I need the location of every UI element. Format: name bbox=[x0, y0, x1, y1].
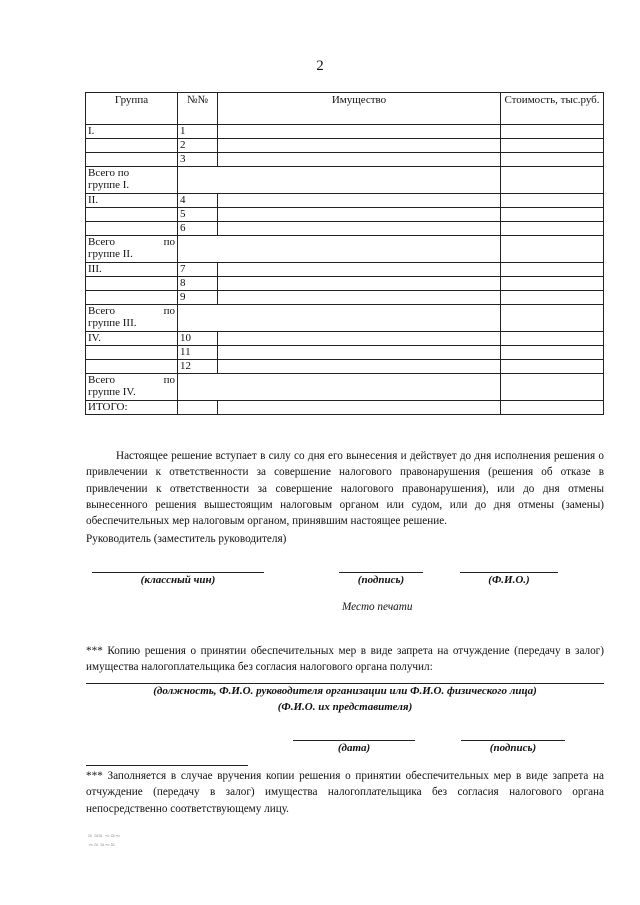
signature-line bbox=[339, 572, 423, 573]
table-row bbox=[86, 153, 604, 167]
group-total-row bbox=[86, 305, 604, 332]
group-total-label: Всего по группе II. bbox=[86, 236, 178, 263]
row-number: 3 bbox=[178, 153, 218, 167]
row-number: 7 bbox=[178, 263, 218, 277]
cost-cell bbox=[501, 125, 604, 139]
group-label: II. bbox=[86, 194, 178, 208]
row-number: 1 bbox=[178, 125, 218, 139]
table-row bbox=[86, 125, 604, 139]
table-row bbox=[86, 291, 604, 305]
group-total-label: Всего по группе IV. bbox=[86, 374, 178, 401]
rank-line bbox=[92, 572, 264, 573]
header-cost: Стоимость, тыс.руб. bbox=[501, 93, 604, 125]
date-line bbox=[293, 740, 415, 741]
row-number: 6 bbox=[178, 222, 218, 236]
row-number: 9 bbox=[178, 291, 218, 305]
stamp-mark: ≈ ≈≈ ∼≈∼ ∼≈ ≈∼≈ bbox=[88, 832, 121, 849]
signature2-caption: (подпись) bbox=[489, 742, 537, 754]
table-row bbox=[86, 346, 604, 360]
group-label: IV. bbox=[86, 332, 178, 346]
header-group: Группа bbox=[86, 93, 178, 125]
header-property: Имущество bbox=[218, 93, 501, 125]
row-number: 8 bbox=[178, 277, 218, 291]
table-row bbox=[86, 277, 604, 291]
row-number: 2 bbox=[178, 139, 218, 153]
row-number: 11 bbox=[178, 346, 218, 360]
signature2-line bbox=[461, 740, 565, 741]
table-row bbox=[86, 194, 604, 208]
table-row bbox=[86, 263, 604, 277]
footnote: *** Заполняется в случае вручения копии решения о принятии обеспечительных мер в виде запрета на отчуждение (передачу в залог) имущества налогоплательщика без согласия налогового органа непосредственно соответствующему лицу. bbox=[86, 770, 604, 815]
grand-total-row bbox=[86, 401, 604, 415]
group-label: III. bbox=[86, 263, 178, 277]
date-caption: (дата) bbox=[337, 742, 371, 754]
representative-caption: (Ф.И.О. их представителя) bbox=[277, 701, 413, 713]
fio-caption: (Ф.И.О.) bbox=[488, 574, 530, 586]
decision-paragraph: Настоящее решение вступает в силу со дня его вынесения и действует до дня исполнения решения о привлечении к ответственности за совершение налогового правонарушения (решения об отказе в привлечении к ответственности за совершение налогового правонарушения), или до дня отмены вынесенного решения вышестоящим налоговым органом или судом, или до дня отмены (замены) обеспечительных мер налоговым органом, принявшим настоящее решение. bbox=[86, 450, 604, 528]
seal-place: Место печати bbox=[342, 601, 413, 613]
recipient-caption: (должность, Ф.И.О. руководителя организации или Ф.И.О. физического лица) bbox=[153, 685, 537, 697]
table-header-row bbox=[86, 93, 604, 125]
grand-total-label: ИТОГО: bbox=[86, 401, 178, 415]
head-label: Руководитель (заместитель руководителя) bbox=[86, 533, 287, 545]
header-number: №№ bbox=[178, 93, 218, 125]
row-number: 5 bbox=[178, 208, 218, 222]
group-label: I. bbox=[86, 125, 178, 139]
page-number: 2 bbox=[316, 58, 324, 74]
group-total-row bbox=[86, 167, 604, 194]
recipient-line bbox=[86, 683, 604, 684]
signature-caption: (подпись) bbox=[357, 574, 405, 586]
property-cell bbox=[218, 125, 501, 139]
footnote-separator bbox=[86, 765, 248, 766]
table-row bbox=[86, 332, 604, 346]
table-row bbox=[86, 139, 604, 153]
row-number: 4 bbox=[178, 194, 218, 208]
property-table bbox=[85, 92, 604, 415]
rank-caption: (классный чин) bbox=[140, 574, 216, 586]
table-row bbox=[86, 222, 604, 236]
fio-line bbox=[460, 572, 558, 573]
copy-received-paragraph: *** Копию решения о принятии обеспечительных мер в виде запрета на отчуждение (передачу в залог) имущества налогоплательщика без согласия налогового органа получил: bbox=[86, 645, 604, 674]
group-total-row bbox=[86, 236, 604, 263]
row-number: 10 bbox=[178, 332, 218, 346]
group-total-label: Всего по группе III. bbox=[86, 305, 178, 332]
group-total-row bbox=[86, 374, 604, 401]
table-row bbox=[86, 208, 604, 222]
table-row bbox=[86, 360, 604, 374]
row-number: 12 bbox=[178, 360, 218, 374]
group-total-label: Всего по группе I. bbox=[86, 167, 178, 194]
